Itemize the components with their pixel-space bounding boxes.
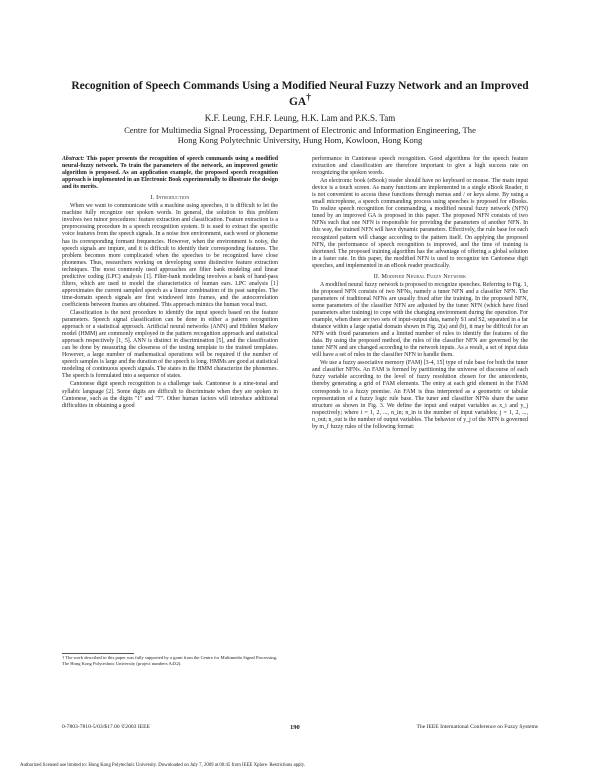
footer-isbn: 0-7803-7810-5/03/$17.00 ©2003 IEEE — [62, 724, 150, 730]
section-heading-introduction: I. Introduction — [150, 195, 190, 202]
authorization-notice: Authorized licensed use limited to: Hong Kong Polytechnic University. Downloaded on July 7, 2009 at 00:45 from IEEE Xplore. Restrictions apply. — [20, 763, 306, 768]
body-paragraph: Cantonese digit speech recognition is a challenge task. Cantonese is a nine-tonal and syllabic language [2]. Some digits are difficult to discriminate when they are spoken in Cantonese, such as the digits "1" and "7". Other human factors will introduce additional difficulties in obtaining a good — [62, 381, 278, 409]
title-dagger: † — [306, 92, 312, 103]
affiliation-line-1: Centre for Multimedia Signal Processing, Department of Electronic and Information Engineering, The — [124, 125, 476, 135]
body-paragraph: When we want to communicate with a machine using speeches, it is difficult to let the machine fully recognize our spoken words. In general, the solution to this problem involves two minor procedures: feature extraction and classification. Feature extraction is a preprocessing procedure in a speech recognition system. It is used to extract the specific voice features from the speech signals. In a noise free environment, each word or phoneme has its corresponding formant frequencies. However, when the environment is noisy, the speech signals are impure, and it is difficult to identify their corresponding features. The problem becomes more complicated when the speeches to be recognized have close phonemes. Thus, researchers working on developing some distinctive feature extraction techniques. The most commonly used approaches are filter bank modeling and linear predictive coding (LPC) analysis [1]. Filter-bank modeling involves a bank of band-pass filters, which are used to model the characteristics of human ears. LPC analysis [1] approximates the current sampled speech as a linear combination of its past samples. The time-domain speech signals are first windowed into frames, and the autocorrelation coefficients between frames are obtained. This approach mimics the human vocal tract. — [62, 203, 278, 308]
section-heading-modified-nfn: II. Modified Neural Fuzzy Network — [373, 273, 467, 280]
body-paragraph: An electronic book (eBook) reader should have no keyboard or mouse. The main input device is a touch screen. As many functions are implemented in a single eBook Reader, it is not convenient to access these functions through menus and / or keys alone. By using a small microphone, a speech commanding process using speeches is proposed for eBooks. To realize speech recognition for commanding, a modified neural fuzzy network (NFN) tuned by an improved GA is proposed in this paper. The proposed NFN consists of two NFNs such that one NFN is responsible for providing the parameters of another NFN. In this way, the trained NFN will have dynamic parameters. Effectively, the rule base for each recognized pattern will change according to the pattern itself. On applying the proposed NFN, the performance of speech recognition is improved, and the time of training is shortened. The proposed training algorithm has the advantage of offering a global solution in a faster rate. In this paper, the modified NFN is used to recognize ten Cantonese digit speeches, and implemented in an eBook reader practically. — [312, 178, 528, 269]
paper-title — [60, 80, 540, 108]
affiliation-line-2: Hong Kong Polytechnic University, Hung Hom, Kowloon, Hong Kong — [177, 135, 423, 145]
body-paragraph: A modified neural fuzzy network is proposed to recognize speeches. Referring to Fig. 1, the proposed NFN consists of two NFNs, namely a tuner NFN and a classifier NFN. The parameters of traditional NFNs are usually fixed after the training. In the proposed NFN, some parameters of the classifier NFN are adjusted by the tuner NFN (which have fixed parameters after training) to cope with the changing environment during the operation. For example, when there are two sets of input-output data, namely S1 and S2, separated in a far distance within a large spatial domain shown in Fig. 2(a) and (b), it may be difficult for an NFN with fixed parameters and a limited number of rules to identify the features of the data. By using the proposed method, the rules of the classifier NFN are governed by the tuner NFN and are changed according to the network inputs. As a result, a set of input data will have a set of rules in the classifier NFN to handle them. — [312, 281, 528, 359]
left-column — [62, 156, 278, 411]
footer-conference: The IEEE International Conference on Fuzzy Systems — [416, 724, 538, 730]
affiliation — [50, 125, 550, 145]
paper-title-text: Recognition of Speech Commands Using a Modified Neural Fuzzy Network and an Improved GA — [71, 80, 529, 108]
body-paragraph: We use a fuzzy associative memory (FAM) [3-4, 15] type of rule base for both the tuner and classifier NFNs. An FAM is formed by partitioning the universe of discourse of each fuzzy variable according to the level of fuzzy resolution chosen for the antecedents, thereby generating a grid of FAM elements. The entry at each grid element in the FAM corresponds to a fuzzy premise. An FAM is thus interpreted as a geometric or tabular representation of a fuzzy logic rule base. The tuner and classifier NFNs share the same structure as shown in Fig. 3. We define the input and output variables as x_i and y_j respectively; where i = 1, 2, ..., n_in; n_in is the number of input variables; j = 1, 2, ..., n_out; n_out is the number of output variables. The behavior of y_j of the NFN is governed by m_f fuzzy rules of the following format: — [312, 360, 528, 430]
body-paragraph: Classification is the next procedure to identify the input speech based on the feature parameters. Speech signal classification can be done in either a pattern recognition approach or a statistical approach. Artificial neural networks (ANN) and Hidden Markov model (HMM) are commonly employed in the pattern recognition approach and statistical approach respectively [1, 5]. ANN is distinct in discrimination [5], and the classification can be done by measuring the closeness of the testing template to the trained templates. However, a large number of mathematical operations will be required if the number of speech samples is large and the duration of the speech is long. HMMs are good at statistical modeling of continuous speech signals. The states in the HMM characterize the phonemes. The speech is formulated into a sequence of states. — [62, 309, 278, 380]
body-paragraph: performance in Cantonese speech recognition. Good algorithms for the speech feature extraction and classification are therefore important to give a high success rate on recognizing the spoken words. — [312, 156, 528, 177]
abstract-label: Abstract: — [62, 156, 85, 162]
abstract — [62, 156, 278, 191]
author-list: K.F. Leung, F.H.F. Leung, H.K. Lam and P.K.S. Tam — [204, 113, 396, 123]
page-number: 190 — [290, 724, 300, 731]
footnote-divider — [62, 653, 134, 654]
right-column — [312, 156, 528, 432]
footnote: † The work described in this paper was fully supported by a grant from the Centre for Multimedia Signal Processing, The Hong Kong Polytechnic University (project numbers A432). — [62, 655, 278, 666]
abstract-text: This paper presents the recognition of speech commands using a modified neural-fuzzy network. To train the parameters of the network, an improved genetic algorithm is proposed. As an application example, the proposed speech recognition approach is implemented in an Electronic Book experimentally to illustrate the design and its merits. — [62, 156, 278, 191]
